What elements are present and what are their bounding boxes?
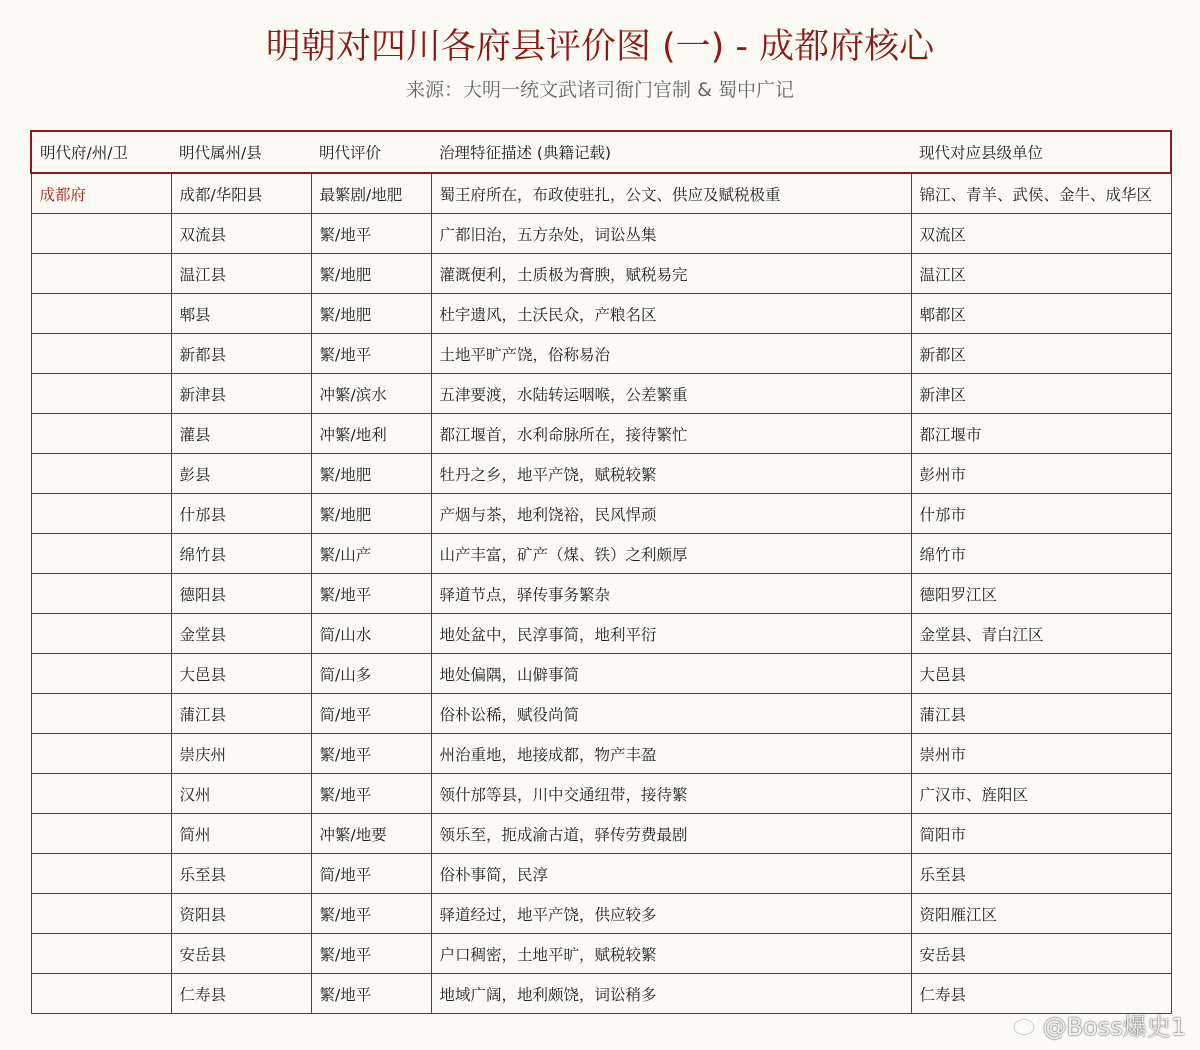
- description-cell: 地域广阔，地利颇饶，词讼稍多: [431, 974, 911, 1014]
- modern-unit-cell: 绵竹市: [911, 534, 1171, 574]
- county-cell: 资阳县: [171, 894, 311, 934]
- county-cell: 安岳县: [171, 934, 311, 974]
- watermark: [1013, 1007, 1186, 1042]
- table-row: [31, 494, 1171, 534]
- rating-cell: 最繁剧/地肥: [311, 173, 431, 214]
- prefecture-cell: [31, 934, 171, 974]
- modern-unit-cell: 郫都区: [911, 294, 1171, 334]
- table-row: [31, 454, 1171, 494]
- description-cell: 产烟与茶，地利饶裕，民风悍顽: [431, 494, 911, 534]
- table-row: [31, 974, 1171, 1014]
- rating-cell: 繁/地平: [311, 894, 431, 934]
- table-row: [31, 374, 1171, 414]
- rating-cell: 繁/地平: [311, 774, 431, 814]
- prefecture-cell: 成都府: [31, 173, 171, 214]
- description-cell: 俗朴事简，民淳: [431, 854, 911, 894]
- prefecture-cell: [31, 534, 171, 574]
- county-cell: 绵竹县: [171, 534, 311, 574]
- weibo-icon: [1013, 1014, 1039, 1036]
- modern-unit-cell: 新都区: [911, 334, 1171, 374]
- table-row: [31, 734, 1171, 774]
- column-header-county: 明代属州/县: [171, 131, 311, 173]
- prefecture-cell: [31, 494, 171, 534]
- modern-unit-cell: 蒲江县: [911, 694, 1171, 734]
- rating-cell: 繁/地平: [311, 574, 431, 614]
- county-cell: 德阳县: [171, 574, 311, 614]
- table-body: [31, 173, 1171, 1014]
- rating-cell: 冲繁/地要: [311, 814, 431, 854]
- table-row: [31, 254, 1171, 294]
- modern-unit-cell: 资阳雁江区: [911, 894, 1171, 934]
- modern-unit-cell: 崇州市: [911, 734, 1171, 774]
- rating-cell: 繁/地平: [311, 334, 431, 374]
- table-row: [31, 173, 1171, 214]
- page-title: 明朝对四川各府县评价图 (一) - 成都府核心: [265, 27, 935, 67]
- table-row: [31, 334, 1171, 374]
- prefecture-cell: [31, 294, 171, 334]
- prefecture-cell: [31, 574, 171, 614]
- description-cell: 灌溉便利，土质极为膏腴，赋税易完: [431, 254, 911, 294]
- description-cell: 山产丰富，矿产（煤、铁）之利颇厚: [431, 534, 911, 574]
- column-header-modern-unit: 现代对应县级单位: [911, 131, 1171, 173]
- modern-unit-cell: 都江堰市: [911, 414, 1171, 454]
- county-cell: 温江县: [171, 254, 311, 294]
- rating-cell: 简/地平: [311, 694, 431, 734]
- description-cell: 户口稠密，土地平旷，赋税较繁: [431, 934, 911, 974]
- county-cell: 什邡县: [171, 494, 311, 534]
- modern-unit-cell: 德阳罗江区: [911, 574, 1171, 614]
- modern-unit-cell: 简阳市: [911, 814, 1171, 854]
- county-cell: 大邑县: [171, 654, 311, 694]
- rating-cell: 简/地平: [311, 854, 431, 894]
- column-header-prefecture: 明代府/州/卫: [31, 131, 171, 173]
- prefecture-cell: [31, 414, 171, 454]
- rating-cell: 繁/地平: [311, 934, 431, 974]
- description-cell: 蜀王府所在，布政使驻扎，公文、供应及赋税极重: [431, 173, 911, 214]
- description-cell: 杜宇遗风，土沃民众，产粮名区: [431, 294, 911, 334]
- description-cell: 驿道节点，驿传事务繁杂: [431, 574, 911, 614]
- table-row: [31, 894, 1171, 934]
- description-cell: 土地平旷产饶，俗称易治: [431, 334, 911, 374]
- table-row: [31, 694, 1171, 734]
- county-cell: 彭县: [171, 454, 311, 494]
- modern-unit-cell: 彭州市: [911, 454, 1171, 494]
- prefecture-cell: [31, 854, 171, 894]
- rating-cell: 简/山水: [311, 614, 431, 654]
- county-cell: 新都县: [171, 334, 311, 374]
- table-row: [31, 214, 1171, 254]
- prefecture-cell: [31, 814, 171, 854]
- county-cell: 郫县: [171, 294, 311, 334]
- modern-unit-cell: 锦江、青羊、武侯、金牛、成华区: [911, 173, 1171, 214]
- rating-cell: 繁/山产: [311, 534, 431, 574]
- prefecture-cell: [31, 974, 171, 1014]
- description-cell: 广都旧治，五方杂处，词讼丛集: [431, 214, 911, 254]
- prefecture-cell: [31, 254, 171, 294]
- rating-cell: 繁/地平: [311, 734, 431, 774]
- description-cell: 州治重地，地接成都，物产丰盈: [431, 734, 911, 774]
- county-cell: 汉州: [171, 774, 311, 814]
- table-row: [31, 294, 1171, 334]
- page-subtitle: 来源：大明一统文武诸司衙门官制 & 蜀中广记: [406, 79, 794, 101]
- watermark-text: @Boss爆史1: [1042, 1013, 1186, 1041]
- county-evaluation-table: [30, 130, 1172, 1014]
- modern-unit-cell: 大邑县: [911, 654, 1171, 694]
- description-cell: 牡丹之乡，地平产饶，赋税较繁: [431, 454, 911, 494]
- table-row: [31, 854, 1171, 894]
- description-cell: 领什邡等县，川中交通纽带，接待繁: [431, 774, 911, 814]
- description-cell: 地处偏隅，山僻事简: [431, 654, 911, 694]
- modern-unit-cell: 乐至县: [911, 854, 1171, 894]
- prefecture-cell: [31, 774, 171, 814]
- description-cell: 五津要渡，水陆转运咽喉，公差繁重: [431, 374, 911, 414]
- rating-cell: 繁/地肥: [311, 254, 431, 294]
- county-cell: 乐至县: [171, 854, 311, 894]
- table-row: [31, 814, 1171, 854]
- column-header-description: 治理特征描述 (典籍记载): [431, 131, 911, 173]
- county-cell: 金堂县: [171, 614, 311, 654]
- description-cell: 都江堰首，水利命脉所在，接待繁忙: [431, 414, 911, 454]
- modern-unit-cell: 广汉市、旌阳区: [911, 774, 1171, 814]
- prefecture-cell: [31, 894, 171, 934]
- county-cell: 新津县: [171, 374, 311, 414]
- prefecture-cell: [31, 454, 171, 494]
- county-cell: 仁寿县: [171, 974, 311, 1014]
- description-cell: 驿道经过，地平产饶，供应较多: [431, 894, 911, 934]
- rating-cell: 繁/地肥: [311, 454, 431, 494]
- modern-unit-cell: 双流区: [911, 214, 1171, 254]
- modern-unit-cell: 金堂县、青白江区: [911, 614, 1171, 654]
- rating-cell: 繁/地肥: [311, 294, 431, 334]
- column-header-rating: 明代评价: [311, 131, 431, 173]
- modern-unit-cell: 什邡市: [911, 494, 1171, 534]
- modern-unit-cell: 温江区: [911, 254, 1171, 294]
- prefecture-cell: [31, 214, 171, 254]
- county-cell: 崇庆州: [171, 734, 311, 774]
- table-row: [31, 934, 1171, 974]
- county-cell: 简州: [171, 814, 311, 854]
- table-row: [31, 614, 1171, 654]
- county-cell: 蒲江县: [171, 694, 311, 734]
- rating-cell: 冲繁/地利: [311, 414, 431, 454]
- prefecture-cell: [31, 334, 171, 374]
- prefecture-cell: [31, 734, 171, 774]
- rating-cell: 繁/地肥: [311, 494, 431, 534]
- prefecture-cell: [31, 374, 171, 414]
- table-row: [31, 534, 1171, 574]
- description-cell: 俗朴讼稀，赋役尚简: [431, 694, 911, 734]
- description-cell: 领乐至，扼成渝古道，驿传劳费最剧: [431, 814, 911, 854]
- rating-cell: 繁/地平: [311, 974, 431, 1014]
- prefecture-cell: [31, 694, 171, 734]
- table-row: [31, 654, 1171, 694]
- county-cell: 灌县: [171, 414, 311, 454]
- modern-unit-cell: 新津区: [911, 374, 1171, 414]
- description-cell: 地处盆中，民淳事简，地利平衍: [431, 614, 911, 654]
- rating-cell: 简/山多: [311, 654, 431, 694]
- prefecture-cell: [31, 654, 171, 694]
- table-header-row: [31, 131, 1171, 173]
- table-row: [31, 574, 1171, 614]
- rating-cell: 冲繁/滨水: [311, 374, 431, 414]
- county-cell: 双流县: [171, 214, 311, 254]
- table-row: [31, 774, 1171, 814]
- modern-unit-cell: 安岳县: [911, 934, 1171, 974]
- table-row: [31, 414, 1171, 454]
- county-cell: 成都/华阳县: [171, 173, 311, 214]
- modern-unit-cell: 仁寿县: [911, 974, 1171, 1014]
- rating-cell: 繁/地平: [311, 214, 431, 254]
- prefecture-cell: [31, 614, 171, 654]
